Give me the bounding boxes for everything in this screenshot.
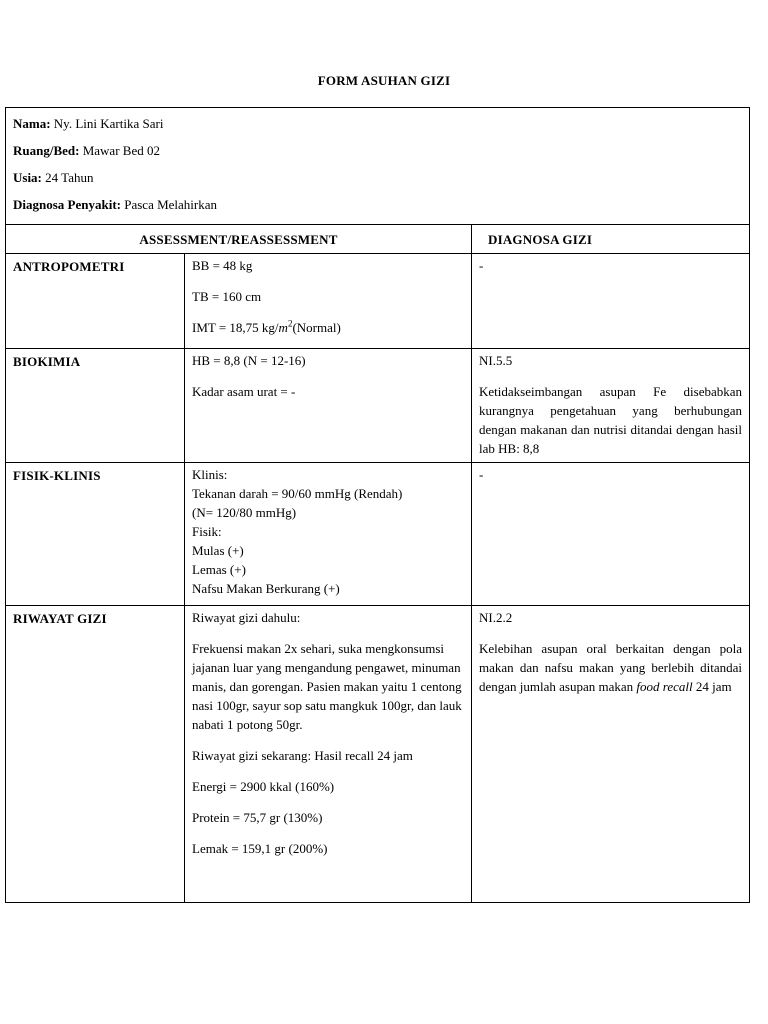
physical-clinical-values	[185, 463, 472, 606]
physical-heading: Fisik:	[192, 524, 222, 539]
anthropometry-row	[6, 254, 750, 349]
assessment-header: ASSESSMENT/REASSESSMENT	[6, 225, 472, 254]
current-history: Riwayat gizi sekarang: Hasil recall 24 jam	[192, 748, 413, 763]
column-header-row	[6, 225, 750, 254]
biochemistry-row	[6, 349, 750, 463]
body-weight: BB = 48 kg	[192, 258, 253, 273]
biochemistry-label: BIOKIMIA	[6, 349, 185, 463]
room-bed-value: Mawar Bed 02	[82, 143, 160, 158]
patient-name-label: Nama:	[13, 116, 51, 131]
blood-pressure-normal: (N= 120/80 mmHg)	[192, 505, 297, 520]
dietary-diagnosis-code: NI.2.2	[479, 610, 513, 625]
patient-identity-cell	[6, 108, 750, 225]
clinical-heading: Klinis:	[192, 467, 228, 482]
nutrition-care-form-table	[5, 107, 750, 903]
body-height: TB = 160 cm	[192, 289, 262, 304]
patient-name-value: Ny. Lini Kartika Sari	[53, 116, 164, 131]
disease-diagnosis-line	[13, 191, 742, 218]
dietary-diagnosis-text: Kelebihan asupan oral berkaitan dengan pola makan dan nafsu makan yang berlebih ditandai dengan jumlah asupan makan food recall 24 jam	[479, 641, 743, 694]
energy-intake: Energi = 2900 kkal (160%)	[192, 779, 335, 794]
page-title: FORM ASUHAN GIZI	[317, 73, 451, 88]
nutrition-diagnosis-header: DIAGNOSA GIZI	[472, 225, 750, 254]
symptom-mulas: Mulas (+)	[192, 543, 244, 558]
biochemistry-diagnosis-code: NI.5.5	[479, 353, 513, 368]
uric-acid: Kadar asam urat = -	[192, 384, 296, 399]
fat-intake: Lemak = 159,1 gr (200%)	[192, 841, 328, 856]
bmi: IMT = 18,75 $kg/m^2(Normal)$	[192, 318, 341, 335]
identity-row	[6, 108, 750, 225]
room-bed-label: Ruang/Bed:	[13, 143, 80, 158]
symptom-lemas: Lemas (+)	[192, 562, 246, 577]
hemoglobin: HB = 8,8 (N = 12-16)	[192, 353, 306, 368]
dietary-history-label: RIWAYAT GIZI	[6, 606, 185, 903]
dietary-history-diagnosis	[472, 606, 750, 903]
disease-diagnosis-value: Pasca Melahirkan	[124, 197, 218, 212]
past-history-heading: Riwayat gizi dahulu:	[192, 610, 301, 625]
disease-diagnosis-label: Diagnosa Penyakit:	[13, 197, 121, 212]
dietary-history-row	[6, 606, 750, 903]
biochemistry-diagnosis	[472, 349, 750, 463]
biochemistry-values	[185, 349, 472, 463]
anthropometry-diagnosis: -	[472, 254, 750, 349]
age-line	[13, 164, 742, 191]
physical-clinical-row	[6, 463, 750, 606]
blood-pressure: Tekanan darah = 90/60 mmHg (Rendah)	[192, 486, 403, 501]
dietary-history-values	[185, 606, 472, 903]
biochemistry-diagnosis-text: Ketidakseimbangan asupan Fe disebabkan kurangnya pengetahuan yang berhubungan dengan makanan dan nutrisi ditandai dengan hasil lab HB: 8,8	[479, 384, 743, 456]
room-bed-line	[13, 137, 742, 164]
patient-name-line	[13, 110, 742, 137]
physical-clinical-diagnosis: -	[472, 463, 750, 606]
age-label: Usia:	[13, 170, 42, 185]
protein-intake: Protein = 75,7 gr (130%)	[192, 810, 323, 825]
symptom-appetite: Nafsu Makan Berkurang (+)	[192, 581, 340, 596]
anthropometry-values	[185, 254, 472, 349]
age-value: 24 Tahun	[45, 170, 94, 185]
past-history-text: Frekuensi makan 2x sehari, suka mengkonsumsi jajanan luar yang mengandung pengawet, minuman manis, dan gorengan. Pasien makan yaitu 1 centong nasi 100gr, sayur sop satu mangkuk 100gr, dan lauk nabati 1 potong 50gr.	[192, 641, 462, 732]
anthropometry-label: ANTROPOMETRI	[6, 254, 185, 349]
physical-clinical-label: FISIK-KLINIS	[6, 463, 185, 606]
